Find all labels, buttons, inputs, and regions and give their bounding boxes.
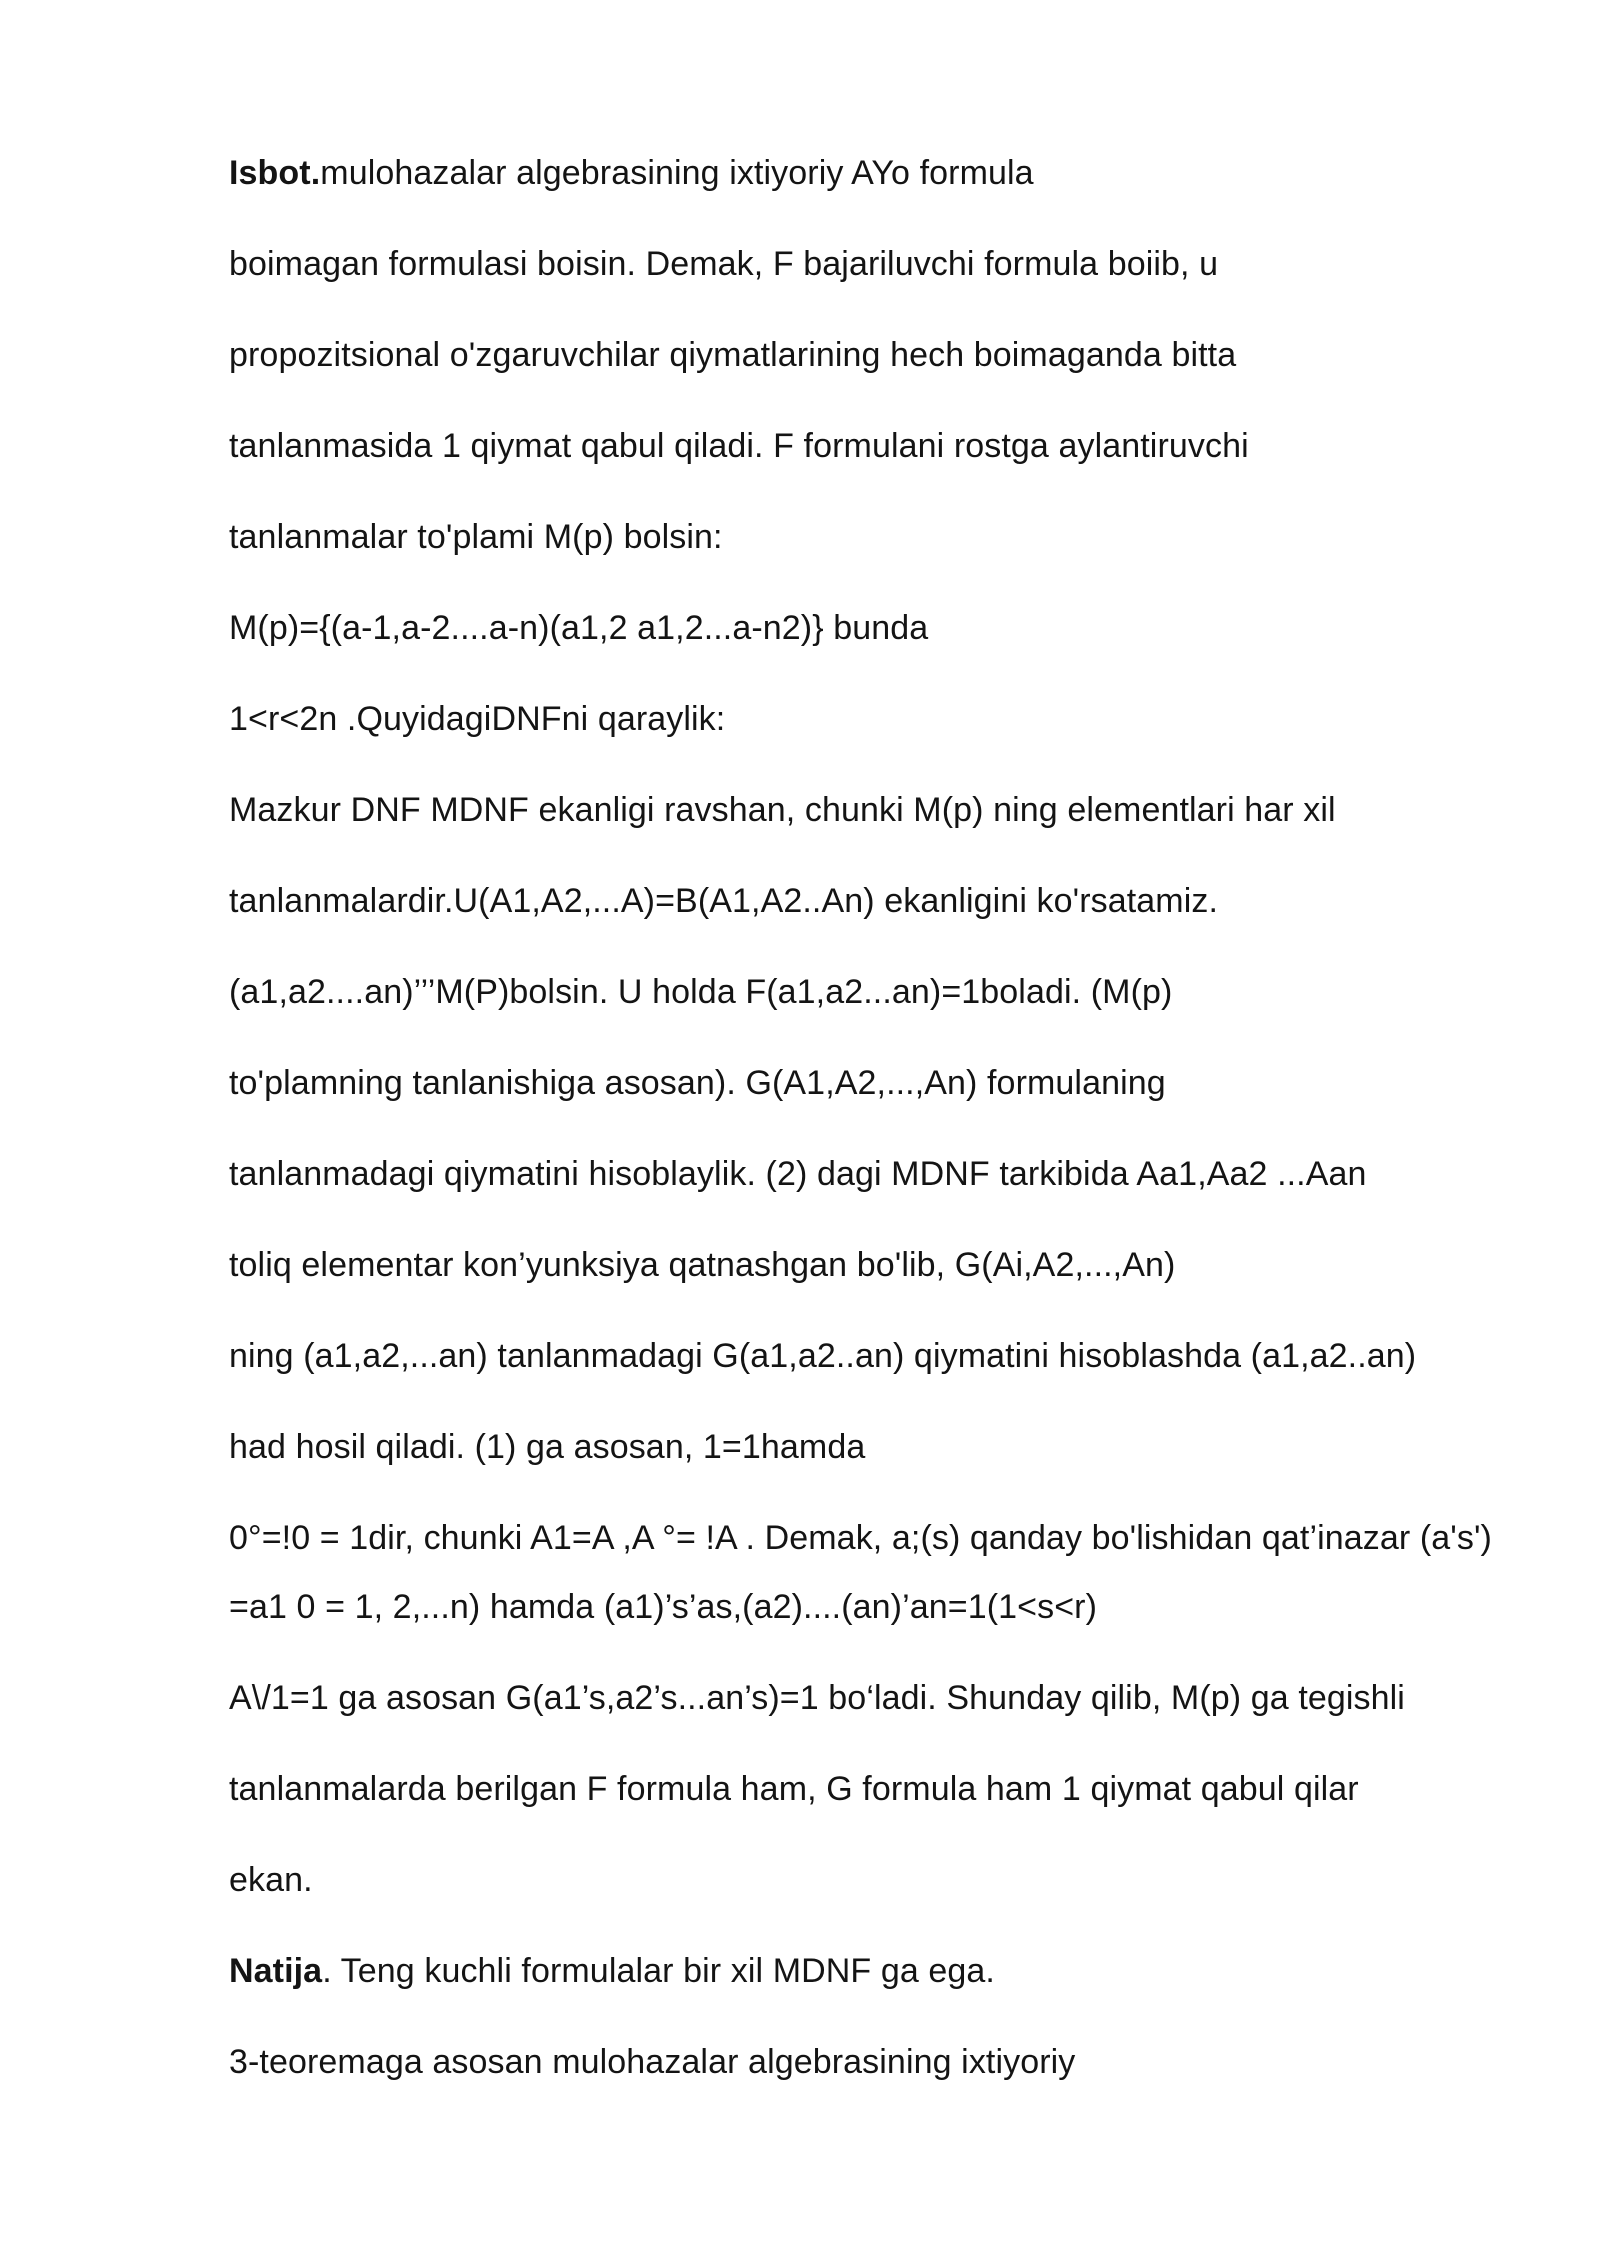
paragraph-result bbox=[229, 1949, 995, 1993]
text-line: 0°=!0 = 1dir, chunki A1=A ,A °= !A . Demak, a;(s) qanday bo'lishidan qat’inazar (a's') bbox=[229, 1519, 1492, 1557]
text-run: mulohazalar algebrasining ixtiyoriy AYo formula bbox=[320, 154, 1034, 192]
proof-heading: Isbot. bbox=[229, 154, 321, 192]
text-run: . Teng kuchli formulalar bir xil MDNF ga ega. bbox=[322, 1952, 995, 1990]
text-line: tanlanmasida 1 qiymat qabul qiladi. F formulani rostga aylantiruvchi bbox=[229, 427, 1249, 465]
text-line: propozitsional o'zgaruvchilar qiymatlarining hech boimaganda bitta bbox=[229, 336, 1237, 374]
text-line: tanlanmalarda berilgan F formula ham, G formula ham 1 qiymat qabul qilar bbox=[229, 1770, 1359, 1808]
text-line: toliq elementar kon’yunksiya qatnashgan bo'lib, G(Ai,A2,...,An) bbox=[229, 1246, 1176, 1284]
formula-line: M(p)={(a-1,a-2....a-n)(a1,2 a1,2...a-n2)} bunda bbox=[229, 609, 929, 647]
text-line: boimagan formulasi boisin. Demak, F bajariluvchi formula boiib, u bbox=[229, 245, 1219, 283]
text-line: tanlanmadagi qiymatini hisoblaylik. (2) dagi MDNF tarkibida Aa1,Aa2 ...Aan bbox=[229, 1155, 1367, 1193]
text-line: to'plamning tanlanishiga asosan). G(A1,A2,...,An) formulaning bbox=[229, 1064, 1166, 1102]
text-line: A\/1=1 ga asosan G(a1’s,a2’s...an’s)=1 bo‘ladi. Shunday qilib, M(p) ga tegishli bbox=[229, 1679, 1405, 1717]
text-line: (a1,a2....an)’’’M(P)bolsin. U holda F(a1,a2...an)=1boladi. (M(p) bbox=[229, 973, 1173, 1011]
text-line: tanlanmalar to'plami M(p) bolsin: bbox=[229, 518, 723, 556]
text-line: =a1 0 = 1, 2,...n) hamda (a1)’s’as,(a2)....(an)’an=1(1<s<r) bbox=[229, 1588, 1098, 1626]
text-line: 3-teoremaga asosan mulohazalar algebrasining ixtiyoriy bbox=[229, 2043, 1076, 2081]
text-line: ning (a1,a2,...an) tanlanmadagi G(a1,a2..an) qiymatini hisoblashda (a1,a2..an) bbox=[229, 1337, 1417, 1375]
text-line: tanlanmalardir.U(A1,A2,...A)=B(A1,A2..An) ekanligini ko'rsatamiz. bbox=[229, 882, 1219, 920]
text-line: had hosil qiladi. (1) ga asosan, 1=1hamda bbox=[229, 1428, 866, 1466]
text-line: Mazkur DNF MDNF ekanligi ravshan, chunki M(p) ning elementlari har xil bbox=[229, 791, 1336, 829]
text-line: ekan. bbox=[229, 1861, 313, 1899]
text-line: 1<r<2n .QuyidagiDNFni qaraylik: bbox=[229, 700, 726, 738]
result-heading: Natija bbox=[229, 1952, 323, 1990]
paragraph-proof-start bbox=[229, 151, 1034, 195]
